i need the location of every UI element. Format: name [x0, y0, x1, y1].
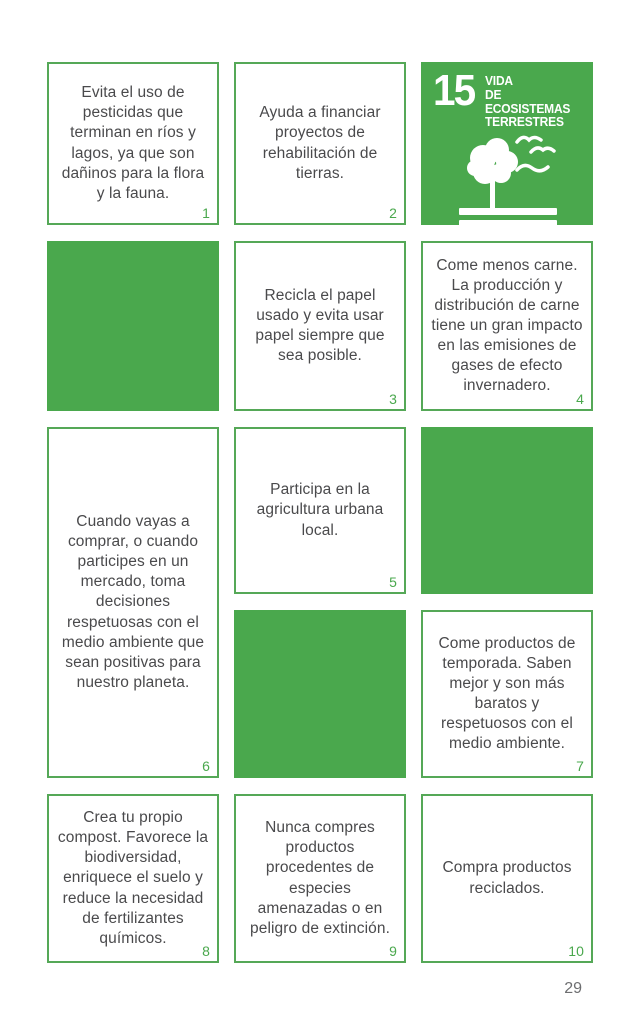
tip-number: 6 [202, 758, 210, 774]
tip-card-6 [47, 427, 219, 778]
tip-number: 3 [389, 391, 397, 407]
tip-card-7 [421, 610, 593, 778]
tip-text: Nunca compres productos procedentes de especies amenazadas o en peligro de extinción. [250, 819, 390, 937]
page-number: 29 [564, 980, 582, 997]
tip-text: Participa en la agricultura urbana local. [256, 481, 384, 539]
tip-text: Cuando vayas a comprar, o cuando participes en un mercado, toma decisiones respetuosas con el medio ambiente que sean positivas para nuestro planeta. [61, 512, 205, 691]
sdg-title-line: DE ECOSISTEMAS [484, 87, 571, 116]
tip-number: 4 [576, 391, 584, 407]
tip-card-3 [234, 241, 406, 411]
sdg15-badge [421, 62, 593, 225]
sdg-icon-area [433, 130, 583, 230]
tip-number: 8 [202, 943, 210, 959]
tip-text: Ayuda a financiar proyectos de rehabilitación de tierras. [259, 104, 381, 182]
sdg-title-line: VIDA [484, 74, 513, 88]
tip-card-9 [234, 794, 406, 963]
tip-text: Crea tu propio compost. Favorece la biodiversidad, enriquece el suelo y reduce la necesidad de fertilizantes químicos. [57, 809, 209, 947]
sdg15-badge-header [433, 66, 583, 130]
tip-number: 9 [389, 943, 397, 959]
tip-text: Come menos carne. La producción y distribución de carne tiene un gran impacto en las emisiones de gases de efecto invernadero. [431, 256, 583, 395]
tip-card-4 [421, 241, 593, 411]
tip-card-2 [234, 62, 406, 225]
tip-text: Recicla el papel usado y evita usar papel siempre que sea posible. [255, 286, 385, 365]
tip-card-8 [47, 794, 219, 963]
green-filler-square [421, 427, 593, 594]
green-filler-square [47, 241, 219, 411]
green-filler-square [234, 610, 406, 778]
tree-birds-ground-icon [445, 130, 571, 228]
tip-text: Come productos de temporada. Saben mejor y son más baratos y respetuosos con el medio ambiente. [438, 634, 576, 753]
sdg-title-line: TERRESTRES [484, 115, 564, 130]
sdg-goal-title [485, 73, 579, 130]
tip-number: 5 [389, 574, 397, 590]
tip-number: 7 [576, 758, 584, 774]
tip-card-10 [421, 794, 593, 963]
sdg-goal-number: 15 [433, 66, 475, 115]
tip-number: 10 [568, 943, 584, 959]
tip-text: Compra productos reciclados. [442, 859, 572, 897]
tip-number: 1 [202, 205, 210, 221]
tip-card-5 [234, 427, 406, 594]
tip-number: 2 [389, 205, 397, 221]
tips-grid [47, 62, 593, 963]
tip-text: Evita el uso de pesticidas que terminan en ríos y lagos, ya que son dañinos para la flora y la fauna. [61, 84, 205, 202]
tip-card-1 [47, 62, 219, 225]
